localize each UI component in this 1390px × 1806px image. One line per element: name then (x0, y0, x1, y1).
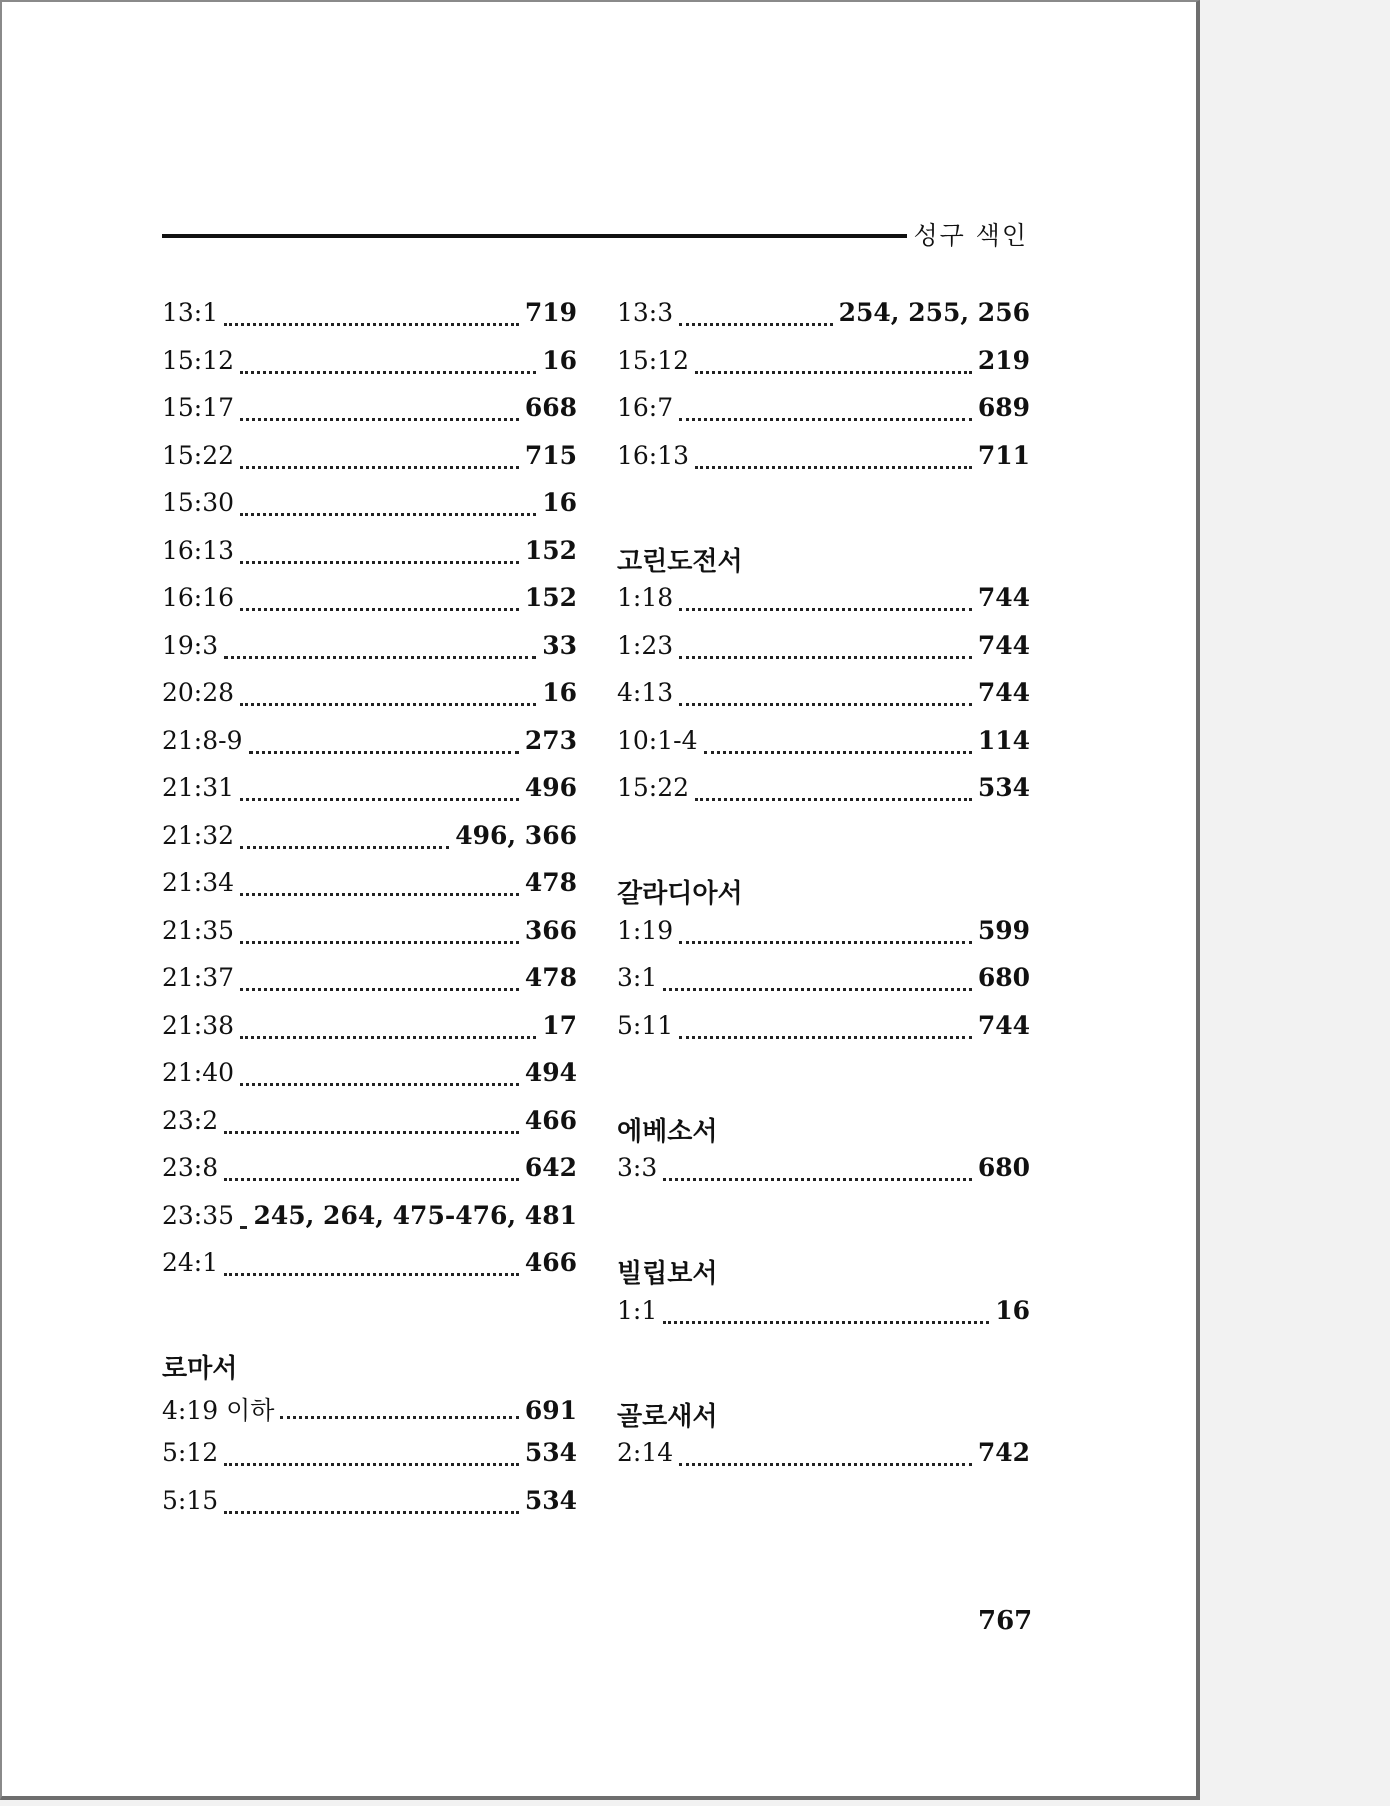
entry-pages: 496, 366 (455, 820, 577, 850)
entry-ref: 15:22 (162, 440, 235, 470)
entry-ref: 24:1 (162, 1248, 219, 1277)
index-entry (162, 1106, 577, 1154)
entry-pages: 534 (977, 773, 1030, 802)
section-gap (617, 1343, 1030, 1391)
index-entry (162, 678, 577, 726)
entry-ref: 16:13 (617, 440, 690, 470)
index-entry (162, 726, 577, 774)
entry-ref: 16:13 (162, 535, 235, 565)
entry-ref: 16:7 (617, 393, 674, 422)
entry-ref: 21:37 (162, 963, 235, 992)
entry-ref: 15:17 (162, 393, 235, 422)
entry-pages: 16 (542, 345, 577, 375)
index-entry (162, 488, 577, 536)
leader-dots (249, 751, 519, 754)
entry-ref: 2:14 (617, 1438, 674, 1467)
index-entry (162, 346, 577, 394)
header-title: 성구 색인 (913, 221, 1028, 250)
entry-pages: 16 (995, 1295, 1030, 1325)
entry-pages: 219 (977, 345, 1030, 375)
index-entry (162, 1486, 577, 1534)
leader-dots (695, 798, 972, 801)
leader-dots (224, 1131, 519, 1134)
entry-ref: 5:12 (162, 1438, 219, 1467)
entry-ref: 19:3 (162, 630, 219, 660)
entry-pages: 599 (977, 915, 1030, 945)
leader-dots (224, 656, 536, 659)
leader-dots (704, 751, 972, 754)
leader-dots (240, 418, 519, 421)
entry-pages: 680 (977, 963, 1030, 992)
entry-pages: 245, 264, 475-476, 481 (253, 1200, 577, 1230)
entry-pages: 534 (524, 1438, 577, 1467)
entry-pages: 366 (524, 915, 577, 945)
leader-dots (240, 798, 519, 801)
header-rule (162, 234, 907, 238)
entry-pages: 715 (524, 440, 577, 470)
index-entry (617, 393, 1030, 441)
entry-pages: 744 (977, 678, 1030, 707)
leader-dots (224, 1273, 519, 1276)
running-header (162, 216, 1028, 256)
leader-dots (240, 513, 536, 516)
entry-pages: 494 (524, 1058, 577, 1087)
leader-dots (224, 1178, 519, 1181)
section-heading: 갈라디아서 (617, 879, 743, 910)
index-entry (162, 773, 577, 821)
index-entry (162, 1058, 577, 1106)
entry-pages: 642 (524, 1153, 577, 1182)
leader-dots (240, 371, 536, 374)
entry-ref: 13:3 (617, 298, 674, 327)
entry-ref: 1:1 (617, 1295, 658, 1325)
leader-dots (240, 988, 519, 991)
index-entry (162, 441, 577, 489)
leader-dots (240, 1036, 536, 1039)
index-entry (162, 1438, 577, 1486)
entry-ref: 15:12 (162, 345, 235, 375)
leader-dots (240, 561, 519, 564)
entry-pages: 744 (977, 630, 1030, 660)
entry-ref: 21:8-9 (162, 725, 243, 755)
entry-ref: 21:34 (162, 868, 235, 897)
leader-dots (663, 1178, 972, 1181)
leader-dots (679, 608, 972, 611)
page-number: 767 (978, 1606, 1033, 1636)
index-entry (617, 1011, 1030, 1059)
index-entry (617, 1296, 1030, 1344)
section-gap (617, 1058, 1030, 1106)
section-gap (162, 1296, 577, 1344)
section-heading: 에베소서 (617, 1116, 718, 1147)
entry-ref: 4:13 (617, 678, 674, 707)
section-heading: 로마서 (162, 1354, 238, 1385)
entry-ref: 21:38 (162, 1010, 235, 1040)
leader-dots (663, 988, 972, 991)
index-entry (162, 1153, 577, 1201)
entry-ref: 1:18 (617, 583, 674, 612)
index-column-left (162, 298, 577, 1533)
entry-pages: 273 (524, 725, 577, 755)
entry-pages: 680 (977, 1153, 1030, 1182)
index-entry (162, 916, 577, 964)
index-entry (617, 773, 1030, 821)
entry-ref: 21:40 (162, 1058, 235, 1087)
entry-pages: 711 (977, 440, 1030, 470)
leader-dots (679, 941, 972, 944)
entry-ref: 23:2 (162, 1105, 219, 1135)
leader-dots (679, 418, 972, 421)
entry-ref: 21:35 (162, 915, 235, 945)
entry-pages: 152 (524, 583, 577, 612)
leader-dots (240, 846, 449, 849)
leader-dots (695, 466, 972, 469)
entry-pages: 114 (977, 725, 1030, 755)
entry-pages: 691 (524, 1395, 577, 1425)
entry-pages: 466 (524, 1248, 577, 1277)
entry-ref: 5:15 (162, 1485, 219, 1515)
section-heading: 빌립보서 (617, 1259, 718, 1290)
index-entry (162, 868, 577, 916)
entry-ref: 23:35 (162, 1200, 235, 1230)
index-entry (162, 821, 577, 869)
index-entry (162, 631, 577, 679)
index-entry (162, 1391, 577, 1439)
entry-pages: 744 (977, 1010, 1030, 1040)
entry-ref: 21:32 (162, 820, 235, 850)
entry-pages: 254, 255, 256 (838, 298, 1030, 327)
entry-pages: 478 (524, 963, 577, 992)
entry-ref: 1:23 (617, 630, 674, 660)
entry-pages: 33 (542, 630, 577, 660)
entry-ref: 20:28 (162, 678, 235, 707)
index-entry (617, 1438, 1030, 1486)
index-entry (617, 678, 1030, 726)
leader-dots (679, 323, 832, 326)
section-gap (617, 1201, 1030, 1249)
entry-ref: 21:31 (162, 773, 235, 802)
index-entry (162, 583, 577, 631)
leader-dots (224, 1463, 519, 1466)
entry-ref: 4:19 이하 (162, 1395, 275, 1425)
entry-ref: 16:16 (162, 583, 235, 612)
index-entry (617, 346, 1030, 394)
entry-pages: 742 (977, 1438, 1030, 1467)
entry-ref: 13:1 (162, 298, 219, 327)
entry-ref: 3:3 (617, 1153, 658, 1182)
index-entry (617, 963, 1030, 1011)
leader-dots (695, 371, 972, 374)
leader-dots (240, 893, 519, 896)
index-entry (617, 298, 1030, 346)
index-entry (162, 298, 577, 346)
leader-dots (240, 608, 519, 611)
leader-dots (280, 1416, 518, 1419)
entry-pages: 668 (524, 393, 577, 422)
index-entry (162, 963, 577, 1011)
entry-ref: 3:1 (617, 963, 658, 992)
index-entry (162, 1201, 577, 1249)
leader-dots (240, 941, 519, 944)
leader-dots (240, 466, 519, 469)
entry-pages: 719 (524, 298, 577, 327)
index-entry (162, 1248, 577, 1296)
entry-pages: 16 (542, 678, 577, 707)
entry-pages: 16 (542, 488, 577, 517)
index-entry (162, 393, 577, 441)
index-entry (162, 1011, 577, 1059)
leader-dots (240, 1083, 519, 1086)
leader-dots (224, 323, 519, 326)
index-entry (617, 916, 1030, 964)
entry-ref: 1:19 (617, 915, 674, 945)
section-heading: 고린도전서 (617, 546, 743, 577)
leader-dots (679, 703, 972, 706)
entry-ref: 15:12 (617, 345, 690, 375)
entry-pages: 496 (524, 773, 577, 802)
entry-ref: 23:8 (162, 1153, 219, 1182)
entry-pages: 466 (524, 1105, 577, 1135)
section-heading: 골로새서 (617, 1401, 718, 1432)
section-gap (617, 488, 1030, 536)
entry-ref: 15:30 (162, 488, 235, 517)
entry-pages: 689 (977, 393, 1030, 422)
index-entry (617, 583, 1030, 631)
index-entry (617, 631, 1030, 679)
index-entry (617, 441, 1030, 489)
index-column-right (617, 298, 1030, 1486)
entry-ref: 5:11 (617, 1010, 674, 1040)
entry-pages: 744 (977, 583, 1030, 612)
leader-dots (663, 1321, 989, 1324)
entry-pages: 152 (524, 535, 577, 565)
index-entry (162, 536, 577, 584)
leader-dots (240, 1226, 247, 1229)
leader-dots (224, 1511, 519, 1514)
leader-dots (679, 1036, 972, 1039)
index-entry (617, 726, 1030, 774)
entry-pages: 534 (524, 1485, 577, 1515)
leader-dots (679, 1463, 972, 1466)
leader-dots (240, 703, 536, 706)
index-entry (617, 1153, 1030, 1201)
entry-pages: 17 (542, 1010, 577, 1040)
entry-pages: 478 (524, 868, 577, 897)
entry-ref: 15:22 (617, 773, 690, 802)
entry-ref: 10:1-4 (617, 725, 698, 755)
leader-dots (679, 656, 972, 659)
section-gap (617, 821, 1030, 869)
